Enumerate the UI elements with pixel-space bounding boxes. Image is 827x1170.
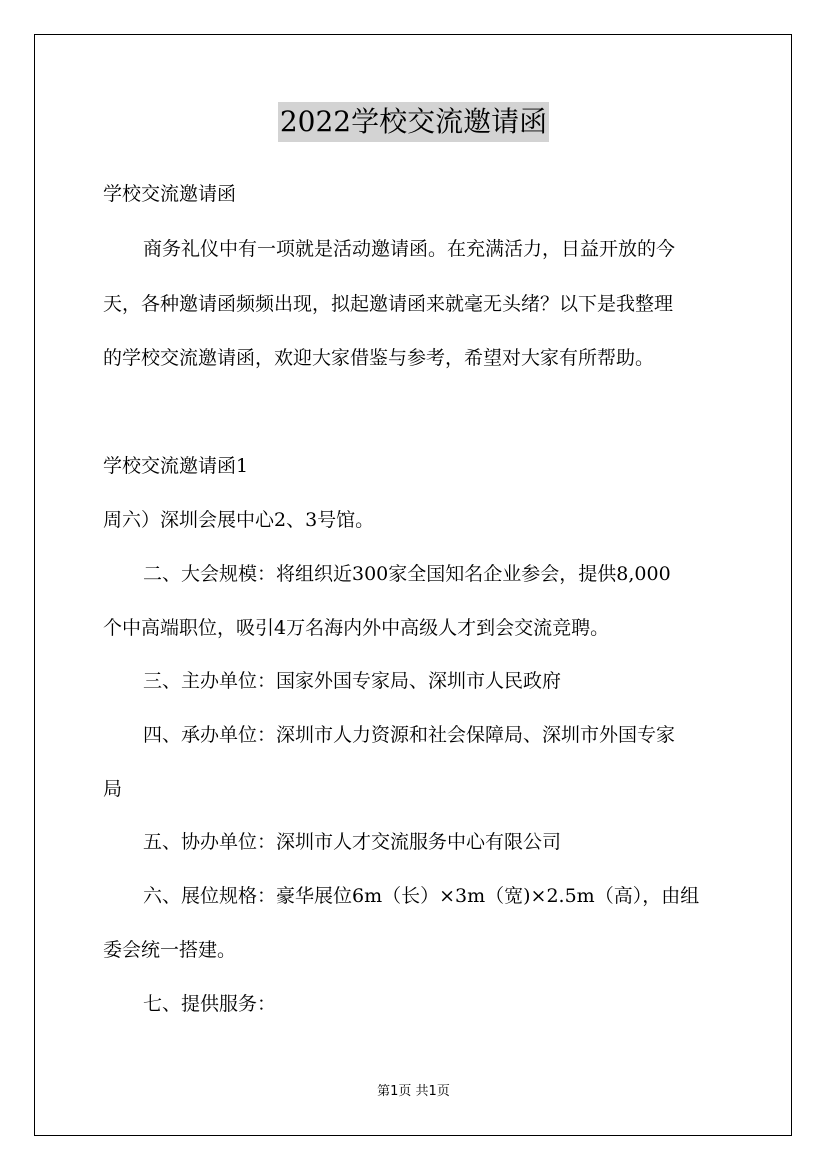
body-line: 个中高端职位，吸引4万名海内外中高级人才到会交流竞聘。: [103, 617, 610, 639]
section-heading: 学校交流邀请函1: [103, 455, 249, 477]
page-footer: 第1页 共1页: [377, 1084, 450, 1099]
heading-line: 学校交流邀请函: [103, 183, 237, 205]
body-line: 委会统一搭建。: [103, 939, 237, 961]
body-line: 局: [103, 778, 123, 800]
body-line: 七、提供服务：: [143, 993, 277, 1015]
body-line: 六、展位规格：豪华展位6m（长）×3m（宽)×2.5m（高），由组: [143, 885, 700, 907]
body-line: 周六）深圳会展中心2、3号馆。: [103, 509, 375, 531]
document-title: 2022学校交流邀请函: [278, 102, 549, 142]
body-line: 天，各种邀请函频频出现，拟起邀请函来就毫无头绪？以下是我整理: [103, 293, 674, 315]
body-line: 的学校交流邀请函，欢迎大家借鉴与参考，希望对大家有所帮助。: [103, 347, 655, 369]
body-line: 二、大会规模：将组织近300家全国知名企业参会，提供8,000: [143, 563, 671, 585]
body-line: 三、主办单位：国家外国专家局、深圳市人民政府: [143, 670, 562, 692]
title-container: [0, 102, 827, 142]
body-line: 四、承办单位：深圳市人力资源和社会保障局、深圳市外国专家: [143, 724, 676, 746]
body-line: 五、协办单位：深圳市人才交流服务中心有限公司: [143, 831, 562, 853]
body-line: 商务礼仪中有一项就是活动邀请函。在充满活力，日益开放的今: [143, 238, 676, 260]
